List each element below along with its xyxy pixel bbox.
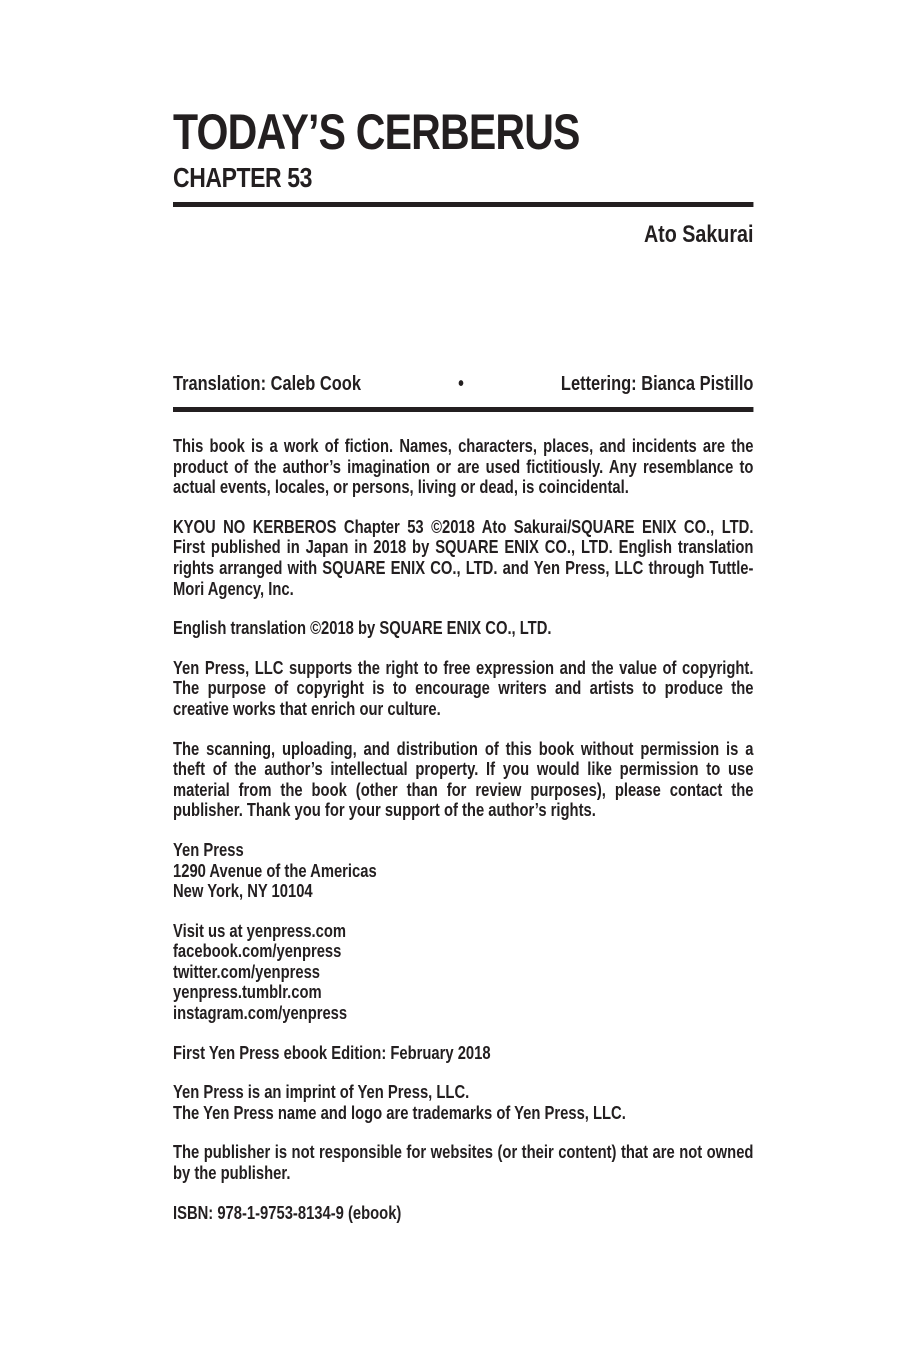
address-line: Yen Press [173, 839, 244, 860]
divider-rule-credits [173, 407, 753, 412]
author-name: Ato Sakurai [643, 221, 754, 248]
link-line-instagram: instagram.com/yenpress [173, 1003, 348, 1024]
credits-line [173, 372, 753, 396]
chapter-heading: CHAPTER 53 [173, 162, 312, 193]
publisher-address [173, 840, 753, 902]
translation-credit: Translation: Caleb Cook [173, 373, 361, 395]
original-copyright: KYOU NO KERBEROS Chapter 53 ©2018 Ato Sakurai/SQUARE ENIX CO., LTD. First published in Japan in 2018 by SQUARE ENIX CO., LTD. English translation rights arranged with SQUARE ENIX CO., LTD. and Yen Press, LLC through Tuttle-Mori Agency, Inc. [173, 516, 754, 599]
website-disclaimer: The publisher is not responsible for websites (or their content) that are not owned by the publisher. [173, 1142, 754, 1184]
ebook-copyright-page [173, 106, 753, 1223]
imprint-line: Yen Press is an imprint of Yen Press, LLC. [173, 1082, 470, 1103]
social-links [173, 921, 753, 1024]
piracy-notice: The scanning, uploading, and distribution of this book without permission is a theft of the author’s intellectual property. If you would like permission to use material from the book (other than for review purposes), please contact the publisher. Thank you for your support of the author’s rights. [173, 738, 754, 821]
link-line-facebook: facebook.com/yenpress [173, 941, 342, 962]
translation-copyright: English translation ©2018 by SQUARE ENIX CO., LTD. [173, 618, 552, 639]
divider-rule-top [173, 202, 753, 207]
link-line-tumblr: yenpress.tumblr.com [173, 982, 322, 1003]
address-line: New York, NY 10104 [173, 881, 313, 902]
legal-text-section [173, 436, 753, 1223]
imprint-note [173, 1082, 753, 1123]
isbn-line: ISBN: 978-1-9753-8134-9 (ebook) [173, 1202, 402, 1223]
credit-separator-bullet: • [458, 373, 464, 395]
book-title: TODAY’S CERBERUS [173, 104, 580, 160]
free-expression-statement: Yen Press, LLC supports the right to free expression and the value of copyright. The purpose of copyright is to encourage writers and artists to produce the creative works that enrich our culture. [173, 657, 754, 719]
link-line-twitter: twitter.com/yenpress [173, 961, 321, 982]
link-line-yenpress: Visit us at yenpress.com [173, 920, 347, 941]
fiction-disclaimer: This book is a work of fiction. Names, characters, places, and incidents are the product of the author’s imagination or are used fictitiously. Any resemblance to actual events, locales, or persons, living or dead, is coincidental. [173, 436, 754, 498]
imprint-line: The Yen Press name and logo are trademarks of Yen Press, LLC. [173, 1102, 626, 1123]
address-line: 1290 Avenue of the Americas [173, 860, 377, 881]
edition-line: First Yen Press ebook Edition: February 2018 [173, 1042, 491, 1063]
lettering-credit: Lettering: Bianca Pistillo [560, 373, 754, 395]
